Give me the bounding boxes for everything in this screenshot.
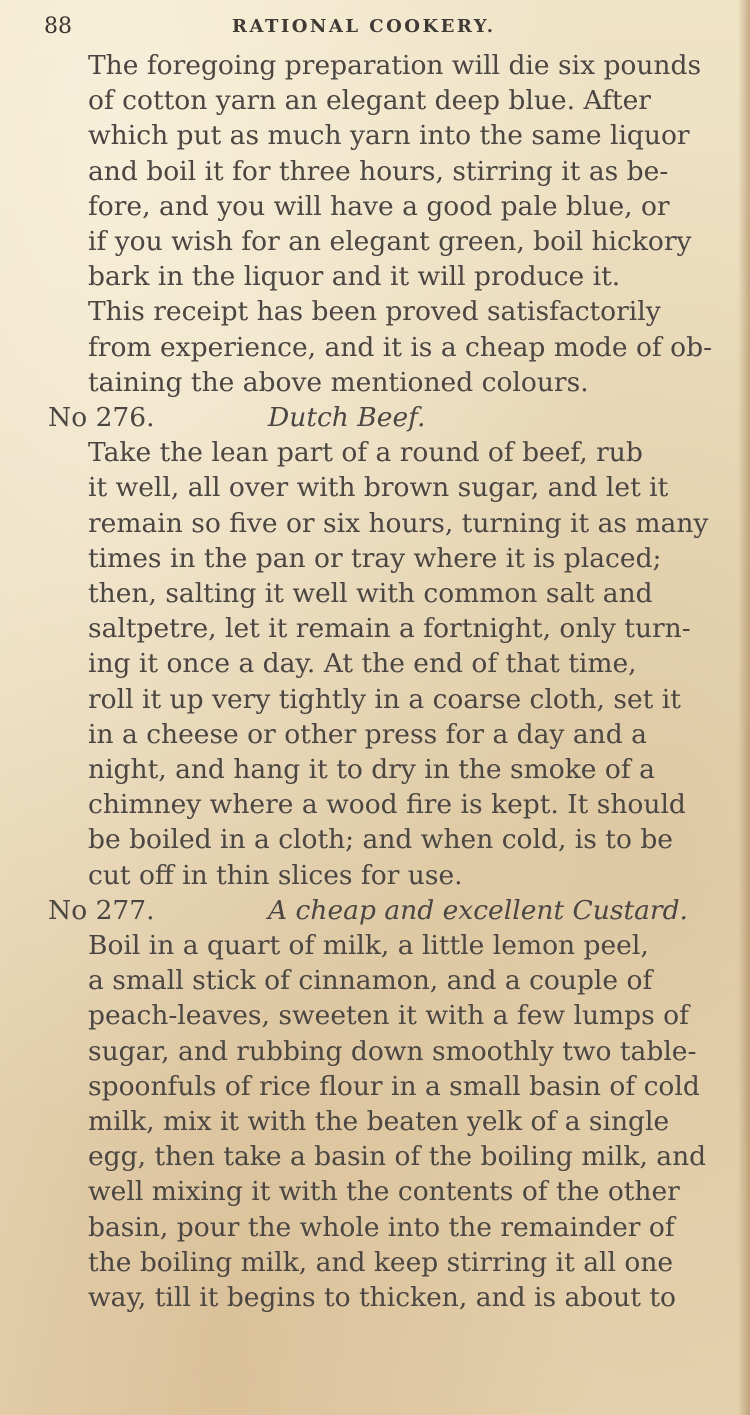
text-line: The foregoing preparation will die six pounds xyxy=(88,50,702,81)
text-line: which put as much yarn into the same liquor xyxy=(88,120,690,152)
recipe-heading-276 xyxy=(48,400,706,435)
text-line: of cotton yarn an elegant deep blue. After xyxy=(88,85,651,117)
text-line: fore, and you will have a good pale blue, or xyxy=(88,190,670,222)
paragraph-receipt-note xyxy=(48,294,713,400)
text-line: a small stick of cinnamon, and a couple of xyxy=(88,965,653,997)
text-line: spoonfuls of rice flour in a small basin of cold xyxy=(88,1070,700,1102)
recipe-number: No 276. xyxy=(48,402,155,434)
text-line: cut off in thin slices for use. xyxy=(88,859,463,891)
recipe-body-277 xyxy=(48,928,706,1315)
text-line: milk, mix it with the beaten yelk of a single xyxy=(88,1106,670,1138)
running-title: RATIONAL COOKERY. xyxy=(232,16,496,37)
recipe-heading-277 xyxy=(48,893,706,928)
text-line: egg, then take a basin of the boiling milk, and xyxy=(88,1141,707,1173)
text-line: then, salting it well with common salt and xyxy=(88,578,653,610)
running-head xyxy=(44,14,704,44)
recipe-number: No 277. xyxy=(48,894,155,926)
text-line: sugar, and rubbing down smoothly two table- xyxy=(88,1035,697,1067)
text-line: in a cheese or other press for a day and a xyxy=(88,718,647,750)
text-line: chimney where a wood fire is kept. It should xyxy=(88,789,686,821)
text-line: the boiling milk, and keep stirring it all one xyxy=(88,1246,674,1278)
text-line: peach-leaves, sweeten it with a few lumps of xyxy=(88,1000,689,1032)
text-line: from experience, and it is a cheap mode of ob- xyxy=(88,331,713,363)
page-edge-shadow xyxy=(738,0,750,1415)
text-line: remain so five or six hours, turning it as many xyxy=(88,507,709,539)
text-line: Take the lean part of a round of beef, rub xyxy=(88,437,643,469)
recipe-title: A cheap and excellent Custard. xyxy=(268,894,688,926)
text-line: taining the above mentioned colours. xyxy=(88,366,589,398)
page-number: 88 xyxy=(44,14,72,39)
text-line: bark in the liquor and it will produce it. xyxy=(88,261,621,293)
recipe-body-276 xyxy=(48,435,709,893)
text-line: Boil in a quart of milk, a little lemon peel, xyxy=(88,930,649,962)
text-line: times in the pan or tray where it is placed; xyxy=(88,542,662,574)
text-line: well mixing it with the contents of the other xyxy=(88,1176,680,1208)
recipe-title: Dutch Beef. xyxy=(268,402,426,434)
paragraph-dye-instructions xyxy=(48,48,706,294)
text-line: be boiled in a cloth; and when cold, is to be xyxy=(88,824,673,856)
text-line: roll it up very tightly in a coarse cloth, set it xyxy=(88,683,681,715)
text-line: and boil it for three hours, stirring it as be- xyxy=(88,155,669,187)
text-line: saltpetre, let it remain a fortnight, only turn- xyxy=(88,613,691,645)
text-line: This receipt has been proved satisfactorily xyxy=(88,296,661,328)
text-line: ing it once a day. At the end of that time, xyxy=(88,648,637,680)
text-line: night, and hang it to dry in the smoke of a xyxy=(88,754,655,786)
text-line: if you wish for an elegant green, boil hickory xyxy=(88,226,692,258)
text-line: way, till it begins to thicken, and is about to xyxy=(88,1282,676,1314)
text-line: basin, pour the whole into the remainder of xyxy=(88,1211,675,1243)
text-line: it well, all over with brown sugar, and let it xyxy=(88,472,669,504)
body-text xyxy=(48,48,713,1315)
